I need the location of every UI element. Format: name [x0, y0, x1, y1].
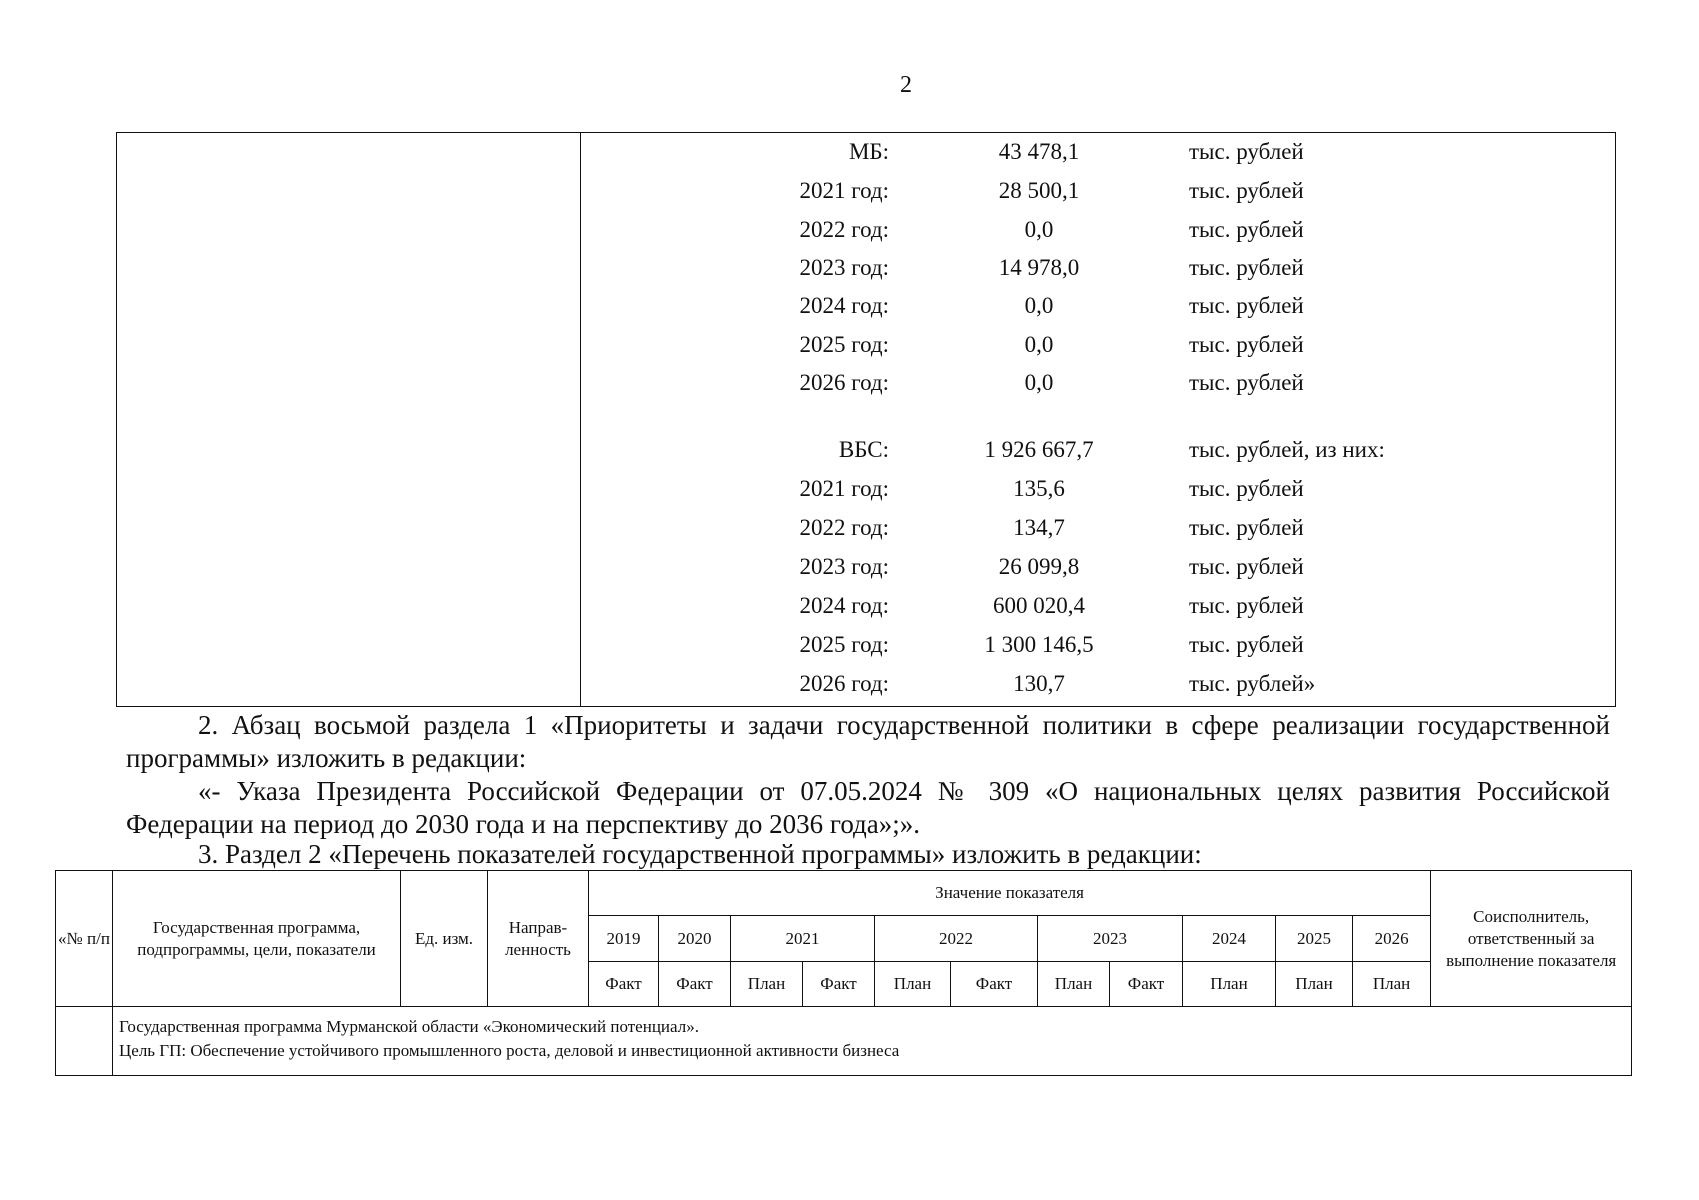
subheader-2022-plan: План [875, 961, 951, 1006]
funding-row [117, 137, 1617, 167]
subheader-2019-fact: Факт [589, 961, 659, 1006]
header-year-2019: 2019 [589, 916, 659, 961]
funding-row-label: 2026 год: [799, 671, 889, 696]
funding-row [117, 253, 1617, 283]
funding-row-unit: тыс. рублей [1189, 515, 1304, 540]
funding-row-unit: тыс. рублей [1189, 370, 1304, 395]
funding-row-amount: 0,0 [1024, 217, 1054, 242]
subheader-2022-fact: Факт [951, 961, 1038, 1006]
funding-row [117, 630, 1617, 660]
header-value: Значение показателя [589, 871, 1431, 916]
header-program: Государственная программа, подпрограммы, цели, показатели [113, 871, 401, 1007]
funding-row-amount: 1 926 667,7 [984, 437, 1094, 462]
page-number: 2 [900, 72, 912, 98]
funding-row-amount: 14 978,0 [998, 255, 1080, 280]
funding-row-label: 2022 год: [799, 515, 889, 540]
funding-row-amount: 130,7 [1013, 671, 1065, 696]
indicator-table [55, 870, 1632, 1076]
funding-row-unit: тыс. рублей [1189, 178, 1304, 203]
funding-row [117, 513, 1617, 543]
funding-row-unit: тыс. рублей [1189, 332, 1304, 357]
subheader-2020-fact: Факт [659, 961, 731, 1006]
funding-row-label: МБ: [848, 139, 889, 164]
funding-row [117, 552, 1617, 582]
funding-row [117, 330, 1617, 360]
header-year-2022: 2022 [875, 916, 1038, 961]
funding-row-unit: тыс. рублей [1189, 139, 1304, 164]
subheader-2026-plan: План [1353, 961, 1431, 1006]
program-row-cell [113, 1007, 1632, 1076]
funding-row-label: 2024 год: [799, 593, 889, 618]
funding-row [117, 215, 1617, 245]
funding-row-label: 2025 год: [799, 632, 889, 657]
subheader-2021-plan: План [731, 961, 803, 1006]
funding-row-amount: 26 099,8 [998, 554, 1080, 579]
funding-row [117, 591, 1617, 621]
funding-row [117, 435, 1617, 465]
funding-row-label: 2022 год: [799, 217, 889, 242]
program-goal: Цель ГП: Обеспечение устойчивого промышленного роста, деловой и инвестиционной активности бизнеса [119, 1041, 900, 1061]
funding-row-label: 2023 год: [799, 554, 889, 579]
funding-row-amount: 135,6 [1013, 476, 1065, 501]
funding-row-amount: 600 020,4 [993, 593, 1085, 618]
header-direction: Направ-ленность [488, 871, 589, 1007]
funding-row-amount: 28 500,1 [998, 178, 1080, 203]
funding-row-unit: тыс. рублей [1189, 593, 1304, 618]
funding-row-unit: тыс. рублей [1189, 476, 1304, 501]
header-year-2021: 2021 [731, 916, 875, 961]
paragraph-3: 3. Раздел 2 «Перечень показателей государственной программы» изложить в редакции: [198, 839, 1202, 869]
funding-row-amount: 134,7 [1013, 515, 1065, 540]
paragraph-2: 2. Абзац восьмой раздела 1 «Приоритеты и задачи государственной политики в сфере реализации государственной программы» изложить в редакции: [126, 710, 1610, 773]
funding-row-unit: тыс. рублей [1189, 255, 1304, 280]
funding-row-label: 2026 год: [799, 370, 889, 395]
subheader-2023-plan: План [1038, 961, 1110, 1006]
header-year-2020: 2020 [659, 916, 731, 961]
funding-row-unit: тыс. рублей, из них: [1189, 437, 1385, 462]
funding-row-unit: тыс. рублей [1189, 632, 1304, 657]
header-unit: Ед. изм. [401, 871, 488, 1007]
funding-row-amount: 0,0 [1024, 370, 1054, 395]
program-title: Государственная программа Мурманской области «Экономический потенциал». [119, 1017, 699, 1037]
funding-row-label: 2025 год: [799, 332, 889, 357]
header-num: «№ п/п [56, 871, 113, 1007]
funding-row-unit: тыс. рублей» [1189, 671, 1316, 696]
funding-row-unit: тыс. рублей [1189, 217, 1304, 242]
funding-row-unit: тыс. рублей [1189, 554, 1304, 579]
funding-row-label: ВБС: [838, 437, 889, 462]
funding-row-amount: 1 300 146,5 [984, 632, 1094, 657]
funding-row-label: 2021 год: [799, 178, 889, 203]
funding-row-label: 2021 год: [799, 476, 889, 501]
subheader-2023-fact: Факт [1110, 961, 1183, 1006]
paragraph-2-quote: «- Указа Президента Российской Федерации от 07.05.2024 № 309 «О национальных целях развития Российской Федерации на период до 2030 года и на перспективу до 2036 года»;». [126, 776, 1610, 839]
funding-row [117, 669, 1617, 699]
program-row-num [56, 1007, 113, 1076]
funding-row [117, 176, 1617, 206]
subheader-2024-plan: План [1183, 961, 1276, 1006]
funding-row-amount: 43 478,1 [998, 139, 1080, 164]
funding-row [117, 291, 1617, 321]
header-year-2023: 2023 [1038, 916, 1183, 961]
subheader-2021-fact: Факт [803, 961, 875, 1006]
header-year-2026: 2026 [1353, 916, 1431, 961]
funding-row-label: 2024 год: [799, 293, 889, 318]
funding-box [116, 132, 1616, 707]
funding-row-amount: 0,0 [1024, 332, 1054, 357]
funding-row-unit: тыс. рублей [1189, 293, 1304, 318]
header-year-2025: 2025 [1276, 916, 1353, 961]
subheader-2025-plan: План [1276, 961, 1353, 1006]
header-executor: Соисполнитель, ответственный за выполнение показателя [1431, 871, 1632, 1007]
funding-row [117, 368, 1617, 398]
funding-row-label: 2023 год: [799, 255, 889, 280]
funding-row-amount: 0,0 [1024, 293, 1054, 318]
funding-row [117, 474, 1617, 504]
header-year-2024: 2024 [1183, 916, 1276, 961]
